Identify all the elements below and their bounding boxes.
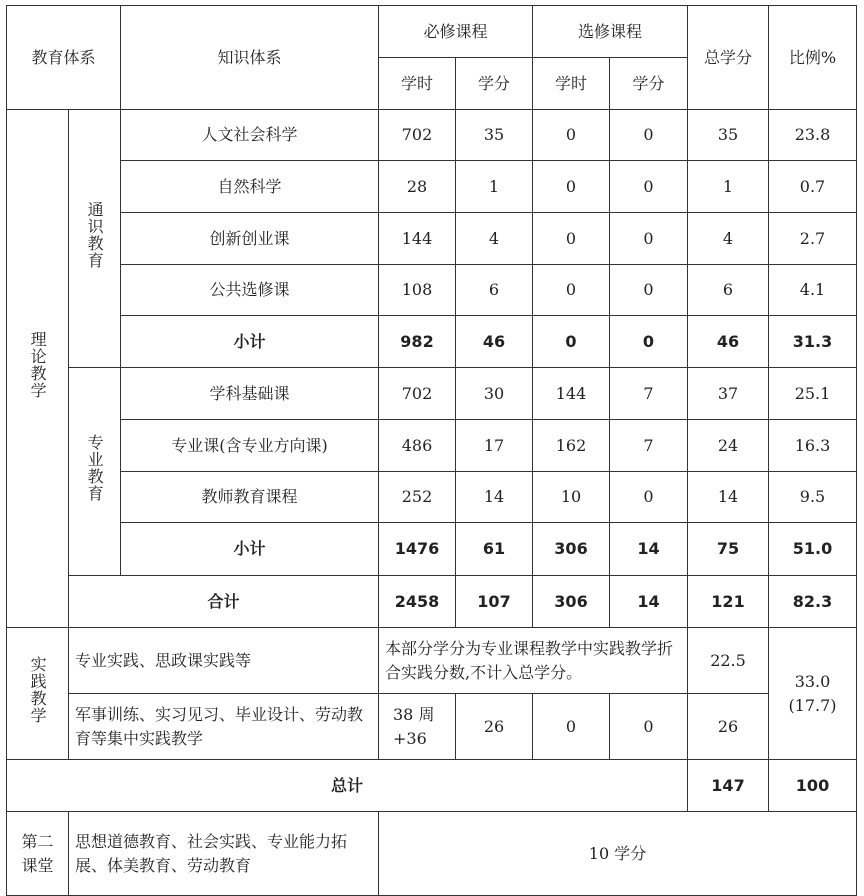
grand-total-row	[7, 760, 857, 812]
subtotal-label: 小计	[121, 316, 379, 368]
ele-hours: 306	[533, 523, 610, 576]
ratio: 51.0	[769, 523, 857, 576]
req-hours: 252	[379, 472, 456, 523]
second-classroom-label: 第二课堂	[7, 812, 69, 896]
total-credits: 1	[688, 161, 769, 213]
ele-hours: 0	[533, 161, 610, 213]
total-row	[7, 576, 857, 628]
ratio: 4.1	[769, 265, 857, 316]
req-credits: 1	[456, 161, 533, 213]
total-credits: 121	[688, 576, 769, 628]
req-credits: 35	[456, 110, 533, 161]
req-credits: 26	[456, 694, 533, 760]
table-row	[7, 472, 857, 523]
ratio: 25.1	[769, 368, 857, 420]
ele-hours: 162	[533, 420, 610, 472]
course-name: 军事训练、实习见习、毕业设计、劳动教育等集中实践教学	[69, 694, 379, 760]
total-label: 合计	[69, 576, 379, 628]
course-name: 教师教育课程	[121, 472, 379, 523]
req-hours: 486	[379, 420, 456, 472]
req-hours: 108	[379, 265, 456, 316]
req-hours: 982	[379, 316, 456, 368]
header-required: 必修课程	[379, 6, 533, 58]
req-hours: 38 周 +36	[379, 694, 456, 760]
total-credits: 46	[688, 316, 769, 368]
ratio: 82.3	[769, 576, 857, 628]
req-hours: 2458	[379, 576, 456, 628]
ratio: 23.8	[769, 110, 857, 161]
course-name: 专业实践、思政课实践等	[69, 628, 379, 694]
ele-hours: 0	[533, 694, 610, 760]
total-credits: 4	[688, 213, 769, 265]
curriculum-credit-table	[6, 5, 857, 896]
total-credits: 22.5	[688, 628, 769, 694]
practice-label: 实践教学	[7, 628, 69, 760]
req-hours: 702	[379, 368, 456, 420]
ele-credits: 0	[610, 265, 688, 316]
total-credits: 24	[688, 420, 769, 472]
req-hours: 1476	[379, 523, 456, 576]
ratio: 9.5	[769, 472, 857, 523]
ele-credits: 0	[610, 213, 688, 265]
table-row	[7, 420, 857, 472]
ele-hours: 144	[533, 368, 610, 420]
req-credits: 46	[456, 316, 533, 368]
course-name: 公共选修课	[121, 265, 379, 316]
table-row	[7, 110, 857, 161]
ele-hours: 0	[533, 110, 610, 161]
table-row	[7, 265, 857, 316]
total-credits: 14	[688, 472, 769, 523]
general-label: 通识教育	[69, 110, 121, 368]
ele-credits: 0	[610, 694, 688, 760]
ele-hours: 306	[533, 576, 610, 628]
req-credits: 61	[456, 523, 533, 576]
ele-hours: 0	[533, 213, 610, 265]
course-name: 专业课(含专业方向课)	[121, 420, 379, 472]
table-row	[7, 628, 857, 694]
total-credits: 147	[688, 760, 769, 812]
header-education-system: 教育体系	[7, 6, 121, 110]
ele-credits: 0	[610, 316, 688, 368]
ele-credits: 7	[610, 368, 688, 420]
req-credits: 107	[456, 576, 533, 628]
ratio: 0.7	[769, 161, 857, 213]
req-hours: 144	[379, 213, 456, 265]
total-credits: 26	[688, 694, 769, 760]
ele-credits: 0	[610, 110, 688, 161]
ele-hours: 0	[533, 265, 610, 316]
total-credits: 75	[688, 523, 769, 576]
ele-credits: 14	[610, 523, 688, 576]
second-classroom-value: 10 学分	[379, 812, 857, 896]
header-knowledge-system: 知识体系	[121, 6, 379, 110]
req-credits: 14	[456, 472, 533, 523]
course-name: 自然科学	[121, 161, 379, 213]
major-label: 专业教育	[69, 368, 121, 576]
req-credits: 17	[456, 420, 533, 472]
ratio: 16.3	[769, 420, 857, 472]
header-ele-hours: 学时	[533, 58, 610, 110]
ele-credits: 0	[610, 161, 688, 213]
table-row	[7, 213, 857, 265]
course-name: 人文社会科学	[121, 110, 379, 161]
header-total-credits: 总学分	[688, 6, 769, 110]
course-name: 创新创业课	[121, 213, 379, 265]
ratio: 100	[769, 760, 857, 812]
total-credits: 6	[688, 265, 769, 316]
ele-credits: 14	[610, 576, 688, 628]
practice-ratio: 33.0 (17.7)	[769, 628, 857, 760]
course-name: 思想道德教育、社会实践、专业能力拓展、体美教育、劳动教育	[69, 812, 379, 896]
header-elective: 选修课程	[533, 6, 688, 58]
total-credits: 35	[688, 110, 769, 161]
ratio: 31.3	[769, 316, 857, 368]
subtotal-row	[7, 523, 857, 576]
total-credits: 37	[688, 368, 769, 420]
ratio: 2.7	[769, 213, 857, 265]
ele-hours: 0	[533, 316, 610, 368]
header-ele-credits: 学分	[610, 58, 688, 110]
header-req-credits: 学分	[456, 58, 533, 110]
req-credits: 6	[456, 265, 533, 316]
ele-credits: 7	[610, 420, 688, 472]
header-req-hours: 学时	[379, 58, 456, 110]
grand-total-label: 总计	[7, 760, 688, 812]
table-row	[7, 694, 857, 760]
header-ratio: 比例%	[769, 6, 857, 110]
table-row	[7, 812, 857, 896]
practice-note: 本部分学分为专业课程教学中实践教学折合实践分数,不计入总学分。	[379, 628, 688, 694]
subtotal-label: 小计	[121, 523, 379, 576]
ele-credits: 0	[610, 472, 688, 523]
subtotal-row	[7, 316, 857, 368]
table-row	[7, 368, 857, 420]
course-name: 学科基础课	[121, 368, 379, 420]
req-credits: 30	[456, 368, 533, 420]
req-hours: 28	[379, 161, 456, 213]
req-credits: 4	[456, 213, 533, 265]
table-row	[7, 161, 857, 213]
theory-label: 理论教学	[7, 110, 69, 628]
req-hours: 702	[379, 110, 456, 161]
ele-hours: 10	[533, 472, 610, 523]
